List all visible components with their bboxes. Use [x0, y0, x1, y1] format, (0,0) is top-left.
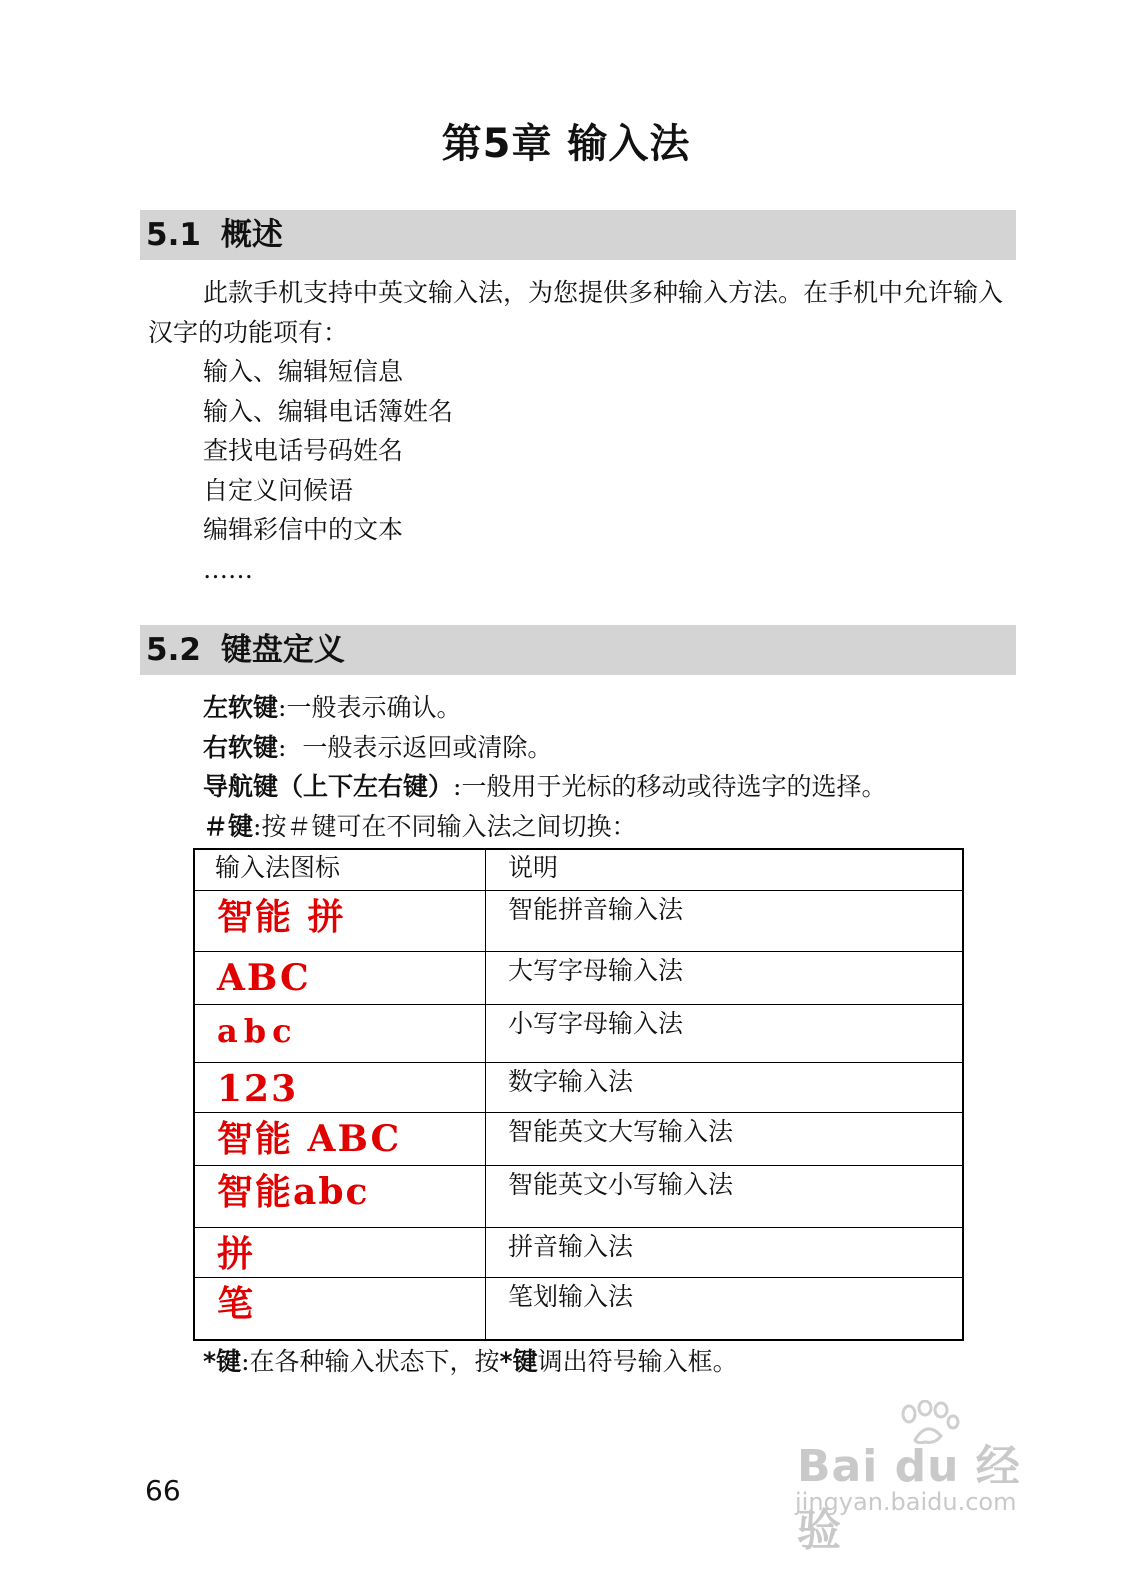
section-title: 键盘定义	[220, 632, 345, 668]
key-name: 导航键（上下左右键）	[203, 772, 454, 801]
key-definition-right-soft	[203, 728, 886, 768]
section-heading-keyboard	[140, 625, 1016, 675]
key-name: 左软键	[203, 693, 279, 722]
table-cell-icon	[194, 1228, 486, 1278]
uppercase-abc-icon: ABC	[217, 957, 311, 999]
table-cell-description: 拼音输入法	[486, 1228, 964, 1278]
watermark-brand: Bai du 经验	[797, 1441, 1021, 1556]
page-number: 66	[145, 1474, 181, 1507]
table-cell-description: 智能拼音输入法	[486, 891, 964, 952]
list-item: 输入、编辑短信息	[203, 357, 404, 386]
page-title: 第5章 输入法	[441, 121, 691, 167]
stroke-icon: 笔	[217, 1283, 256, 1325]
table-cell-description: 智能英文小写输入法	[486, 1166, 964, 1228]
list-item: 查找电话号码姓名	[203, 436, 404, 465]
table-row	[194, 1005, 963, 1063]
key-definition-navigation	[203, 767, 886, 807]
watermark-url: jingyan.baidu.com	[795, 1488, 1017, 1516]
baidu-watermark	[795, 1400, 1055, 1556]
table-row	[194, 1278, 963, 1340]
smart-lowercase-abc-icon: 智能abc	[217, 1171, 370, 1213]
list-item: 编辑彩信中的文本	[203, 515, 404, 544]
table-cell-description: 数字输入法	[486, 1063, 964, 1113]
column-header-description: 说明	[486, 849, 964, 891]
table-row	[194, 952, 963, 1005]
input-method-table	[193, 848, 964, 1341]
key-definition-hash	[203, 807, 886, 847]
pinyin-icon: 拼	[217, 1233, 256, 1275]
table-cell-description: 大写字母输入法	[486, 952, 964, 1005]
table-row	[194, 1113, 963, 1166]
table-cell-description: 智能英文大写输入法	[486, 1113, 964, 1166]
key-definitions	[203, 688, 886, 846]
table-cell-icon	[194, 1113, 486, 1166]
key-name: ＃键	[203, 811, 254, 841]
list-item: 输入、编辑电话簿姓名	[203, 396, 454, 426]
key-desc: 调出符号输入框。	[537, 1347, 738, 1376]
table-cell-description: 小写字母输入法	[486, 1005, 964, 1063]
table-cell-icon	[194, 1005, 486, 1063]
table-row	[194, 1166, 963, 1228]
list-item: 自定义问候语	[203, 475, 354, 505]
table-cell-icon	[194, 891, 486, 952]
section-heading-overview	[140, 210, 1016, 260]
key-definition-left-soft	[203, 688, 886, 728]
key-name: 右软键	[203, 732, 279, 762]
list-item: ……	[203, 554, 253, 584]
table-row	[194, 891, 963, 952]
key-desc: :按＃键可在不同输入法之间切换：	[253, 811, 637, 841]
section-number: 5.1	[146, 217, 201, 253]
key-desc: :一般用于光标的移动或待选字的选择。	[453, 772, 887, 801]
key-desc: :在各种输入状态下，按	[241, 1347, 500, 1376]
overview-intro: 此款手机支持中英文输入法，为您提供多种输入方法。在手机中允许输入汉字的功能项有：	[148, 278, 1004, 347]
section-title: 概述	[220, 217, 283, 253]
key-desc: : 一般表示返回或清除。	[278, 732, 553, 762]
column-header-icon: 输入法图标	[194, 849, 486, 891]
feature-list	[203, 352, 453, 589]
table-cell-description: 笔划输入法	[486, 1278, 964, 1340]
numeric-123-icon: 123	[217, 1068, 299, 1110]
table-row	[194, 1063, 963, 1113]
lowercase-abc-icon: abc	[217, 1012, 298, 1050]
section-number: 5.2	[146, 632, 201, 668]
smart-pinyin-icon: 智能 拼	[217, 896, 346, 938]
table-cell-icon	[194, 952, 486, 1005]
table-header-row	[194, 849, 963, 891]
table-row	[194, 1228, 963, 1278]
smart-uppercase-abc-icon: 智能 ABC	[217, 1118, 402, 1160]
star-key-note	[203, 1342, 738, 1382]
table-cell-icon	[194, 1166, 486, 1228]
key-name: *键	[203, 1347, 242, 1376]
key-name: *键	[499, 1347, 538, 1376]
table-cell-icon	[194, 1278, 486, 1340]
table-cell-icon	[194, 1063, 486, 1113]
key-desc: :一般表示确认。	[278, 693, 462, 722]
